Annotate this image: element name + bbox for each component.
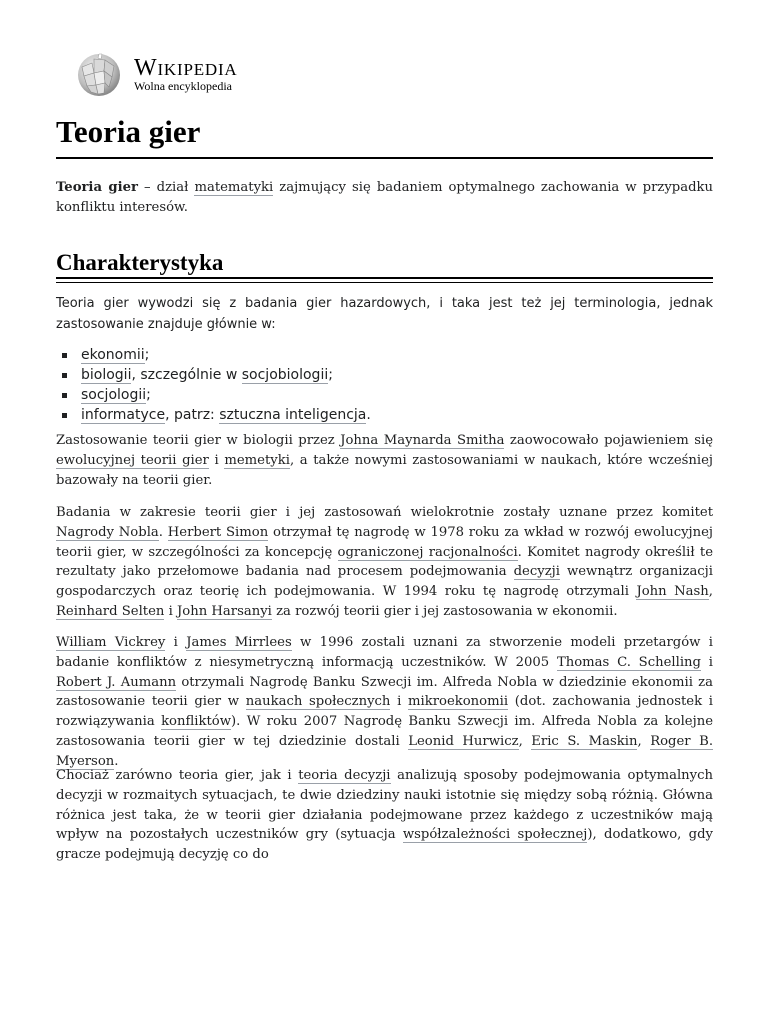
link-biologii[interactable]: biologii	[81, 367, 132, 383]
text: .	[366, 407, 371, 423]
link-roger-myerson[interactable]: Roger B. Myerson	[56, 733, 714, 769]
text: ;	[146, 387, 151, 403]
link-informatyce[interactable]: informatyce	[81, 407, 166, 423]
text: Chociaż zarówno teoria gier, jak i	[56, 768, 299, 783]
link-john-harsanyi[interactable]: John Harsanyi	[177, 603, 272, 619]
link-wspolzaleznosc-spoleczna[interactable]: współzależności społecznej	[402, 827, 588, 843]
link-herbert-simon[interactable]: Herbert Simon	[167, 524, 269, 540]
link-konflikty[interactable]: konfliktów	[161, 714, 232, 730]
link-robert-aumann[interactable]: Robert J. Aumann	[56, 674, 177, 690]
link-sztuczna-inteligencja[interactable]: sztuczna inteligencja	[219, 407, 367, 423]
link-memetyka[interactable]: memetyki	[224, 452, 290, 468]
bullet-icon	[62, 413, 67, 418]
list-item	[56, 365, 696, 385]
text: analizują sposoby podejmowania optymalnych decyzji w rozmaitych sytuacjach, te dwie dziedziny nauki istotnie się między sobą różnią. Główna różnica jest taka, że w teorii gier działania podejmowane przez każdego z uczestników mają wpływ na pozostałych uczestników gry (sytuacja	[56, 768, 713, 843]
link-james-mirrlees[interactable]: James Mirrlees	[186, 635, 292, 650]
text: , a także nowymi zastosowaniami w naukach, które wcześniej bazowały na teorii gier.	[56, 452, 713, 488]
wikipedia-wordmark[interactable]: Wikipedia	[134, 55, 238, 81]
text: wewnątrz organizacji gospodarczych oraz teorię ich podejmowania. W 1994 roku tę nagrodę otrzymali	[56, 564, 713, 600]
paragraph-nobel	[56, 503, 713, 622]
link-mikroekonomia[interactable]: mikroekonomii	[407, 694, 509, 710]
text: ;	[144, 347, 150, 363]
paragraph-biologia	[56, 431, 713, 490]
text: ;	[328, 367, 333, 383]
text: Badania w zakresie teorii gier i jej zastosowań wielokrotnie zostały uznane przez komitet	[56, 505, 713, 520]
text: i	[164, 603, 178, 619]
link-william-vickrey[interactable]: William Vickrey	[56, 635, 166, 650]
text: ). W roku 2007 Nagrodę Banku Szwecji im. Alfreda Nobla za kolejne zastosowania teorii gier w tej dziedzinie dostali	[56, 714, 714, 749]
link-reinhard-selten[interactable]: Reinhard Selten	[56, 603, 165, 619]
text: , szczególnie w	[131, 367, 242, 383]
text: zaowocowało pojawieniem się	[504, 433, 713, 448]
section-underline-bottom	[56, 282, 713, 283]
text: Zastosowanie teorii gier w biologii przez	[56, 433, 341, 448]
intro-paragraph	[56, 178, 713, 218]
link-john-nash[interactable]: John Nash	[636, 584, 709, 600]
link-decyzji[interactable]: decyzji	[513, 564, 560, 580]
link-thomas-schelling[interactable]: Thomas C. Schelling	[556, 654, 701, 670]
text: ), dodatkowo, gdy gracze podejmują decyzję co do	[56, 827, 714, 863]
link-socjologii[interactable]: socjologii	[81, 387, 147, 403]
paragraph-terminologia: Teoria gier wywodzi się z badania gier hazardowych, i taka jest też jej terminologia, jednak zastosowanie znajduje głównie w:	[56, 296, 713, 332]
paragraph-teoria-decyzji	[56, 766, 713, 865]
link-matematyki[interactable]: matematyki	[194, 180, 274, 195]
wikipedia-tagline: Wolna encyklopedia	[134, 79, 232, 93]
applications-list	[56, 345, 696, 425]
link-nauki-spoleczne[interactable]: naukach społecznych	[245, 694, 391, 710]
list-item	[56, 405, 696, 425]
text: .	[114, 753, 119, 769]
term-bold: Teoria gier	[56, 180, 138, 195]
title-underline	[56, 157, 713, 159]
text: w 1996 zostali uznani za stworzenie modeli przetargów i badanie konfliktów z niesymetryczną informacją uczestników. W 2005	[56, 635, 713, 670]
text: i	[701, 654, 713, 670]
paragraph-laureaci	[56, 633, 713, 772]
link-nagrody-nobla[interactable]: Nagrody Nobla	[56, 524, 159, 540]
section-underline-top	[56, 277, 713, 279]
text: otrzymał tę nagrodę w 1978 roku za wkład w rozwój ewolucyjnej teorii gier, w szczególności za koncepcję	[56, 524, 714, 560]
link-ekonomii[interactable]: ekonomii	[81, 347, 145, 363]
text: ,	[637, 733, 651, 749]
link-socjobiologii[interactable]: socjobiologii	[241, 367, 329, 383]
text: (dot. zachowania jednostek i rozwiązywania	[56, 694, 713, 730]
text: otrzymali Nagrodę Banku Szwecji im. Alfreda Nobla w dziedzinie ekonomii za zastosowanie teorii gier w	[56, 674, 713, 710]
section-heading: Charakterystyka	[56, 250, 224, 275]
link-eric-maskin[interactable]: Eric S. Maskin	[531, 733, 638, 749]
text: ,	[518, 733, 532, 749]
text: i	[390, 694, 408, 710]
list-item	[56, 385, 696, 405]
text: ,	[708, 584, 713, 600]
text: zajmujący się badaniem optymalnego zachowania w przypadku konfliktu interesów.	[56, 180, 714, 215]
bullet-icon	[62, 373, 67, 378]
text: .	[158, 524, 168, 540]
text: i	[208, 452, 225, 468]
link-ograniczona-racjonalnosc[interactable]: ograniczonej racjonalności	[337, 544, 518, 560]
text: , patrz:	[165, 407, 220, 423]
link-john-maynard-smith[interactable]: Johna Maynarda Smitha	[340, 433, 505, 448]
page-title: Teoria gier	[56, 114, 201, 149]
link-teoria-decyzji[interactable]: teoria decyzji	[298, 768, 391, 783]
wikipedia-globe-icon[interactable]	[74, 51, 124, 99]
link-ewolucyjna-teoria-gier[interactable]: ewolucyjnej teorii gier	[56, 452, 209, 468]
bullet-icon	[62, 353, 67, 358]
text: – dział	[138, 180, 195, 195]
list-item	[56, 345, 696, 365]
bullet-icon	[62, 393, 67, 398]
link-leonid-hurwicz[interactable]: Leonid Hurwicz	[408, 733, 519, 749]
text: za rozwój teorii gier i jej zastosowania w ekonomii.	[271, 603, 618, 619]
text: . Komitet nagrody określił te rezultaty jako przełomowe badania nad procesem podejmowania	[56, 544, 714, 580]
text: i	[165, 635, 187, 650]
